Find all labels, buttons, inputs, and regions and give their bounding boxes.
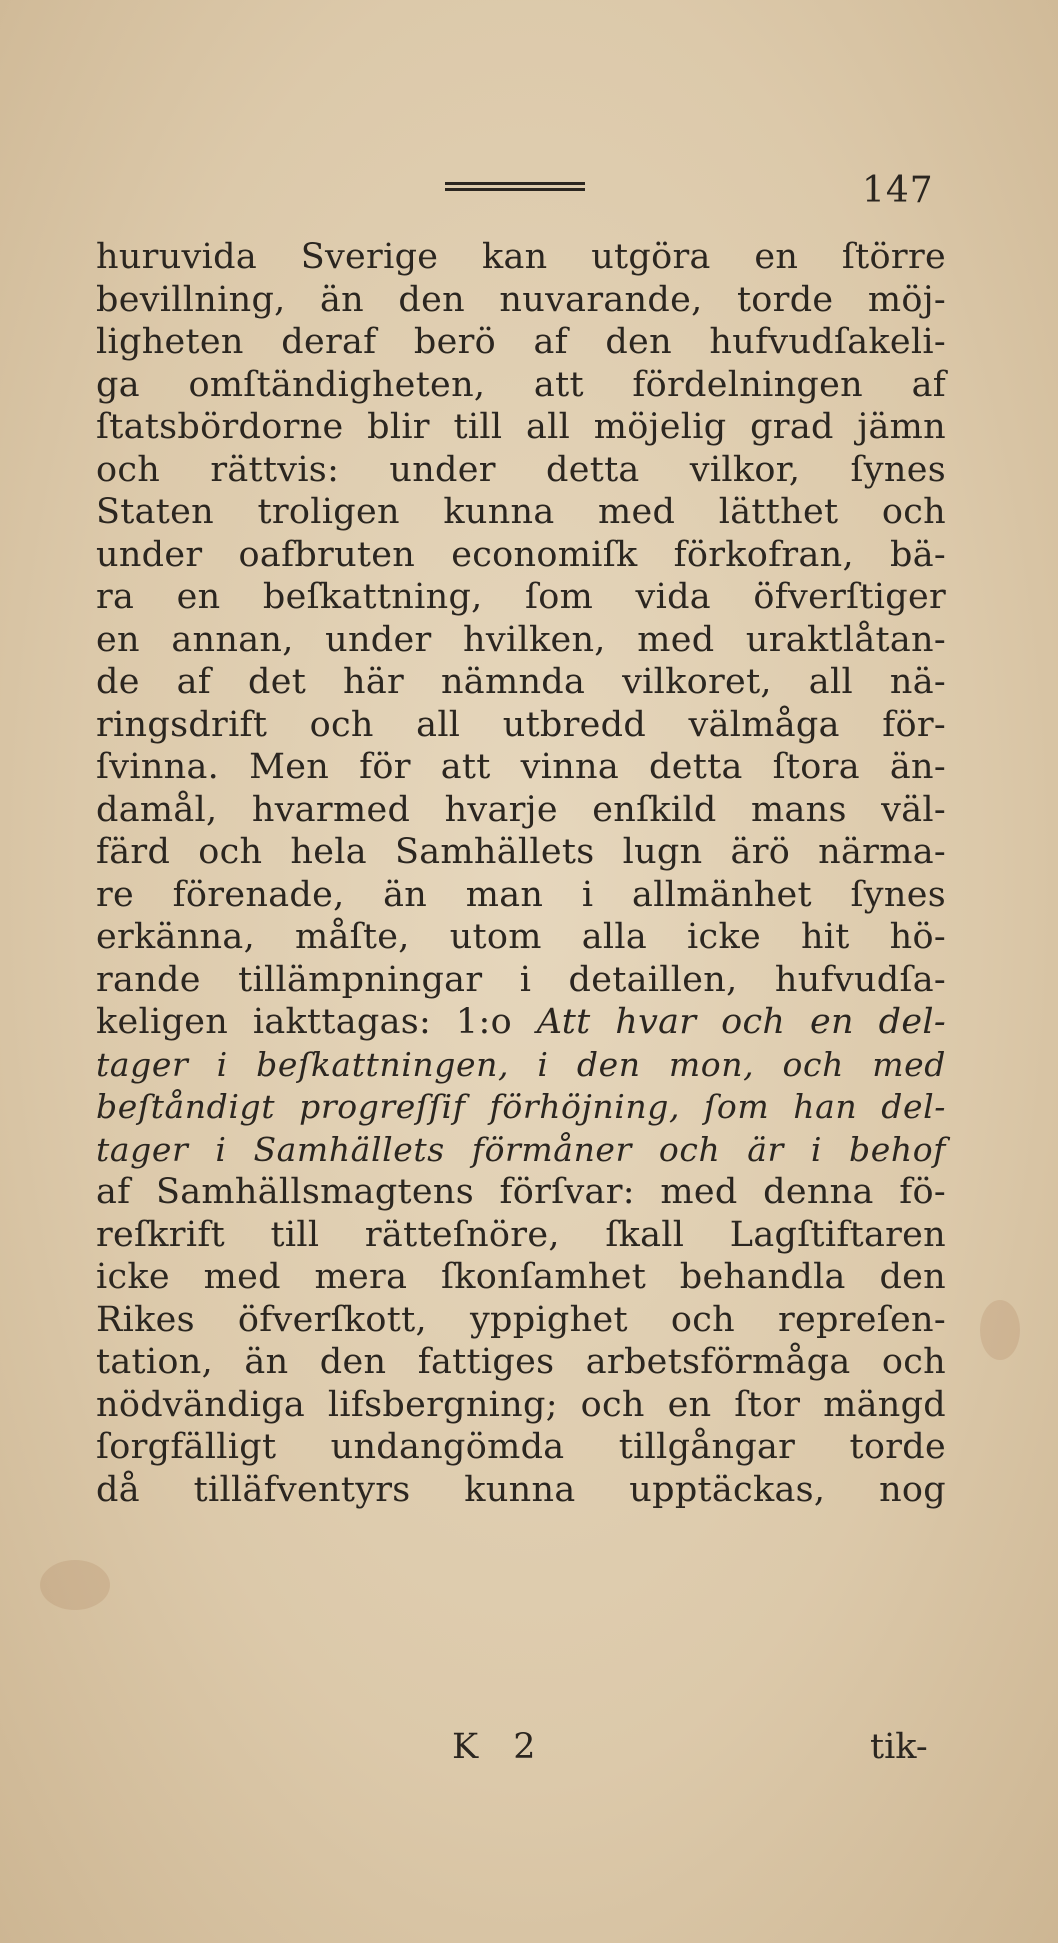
- text-line: tation, än den fattiges arbetsförmåga och: [96, 1342, 946, 1382]
- text-line: då tilläfventyrs kunna upptäckas, nog: [96, 1469, 946, 1510]
- text-line: nödvändiga lifsbergning; och en ſtor mängd: [96, 1384, 946, 1425]
- text-line: reſkrift till rätteſnöre, ſkall Lagſtiftaren: [96, 1214, 946, 1255]
- text-line: en annan, under hvilken, med uraktlåtan-: [96, 619, 946, 660]
- text-line-italic: beſtåndigt progreſſif förhöjning, ſom han del-: [96, 1087, 946, 1126]
- paper-stain: [40, 1560, 110, 1610]
- text-line: icke med mera ſkonſamhet behandla den: [96, 1257, 946, 1297]
- text-line: ſorgfälligt undangömda tillgångar torde: [96, 1427, 946, 1467]
- catchword: tik-: [870, 1727, 928, 1767]
- page-footer: [0, 1727, 1058, 1777]
- text-line: ringsdrift och all utbredd välmåga för-: [96, 704, 946, 745]
- paper-stain: [980, 1300, 1020, 1360]
- header-rule: [445, 182, 585, 194]
- text-line-italic: tager i Samhällets förmåner och är i behof: [96, 1129, 946, 1169]
- text-line: af Samhällsmagtens förſvar: med denna fö-: [96, 1172, 946, 1212]
- text-line: de af det här nämnda vilkoret, all nä-: [96, 662, 946, 702]
- text-line: Staten troligen kunna med lätthet och: [96, 492, 946, 532]
- text-line: färd och hela Samhällets lugn ärö närma-: [96, 832, 946, 872]
- text-line: ligheten deraf berö af den hufvudſakeli-: [96, 322, 946, 362]
- body-text: [96, 236, 946, 1511]
- text-line-italic: tager i beſkattningen, i den mon, och med: [96, 1044, 946, 1084]
- text-line: ra en beſkattning, ſom vida öfverſtiger: [96, 577, 946, 617]
- text-line: re förenade, än man i allmänhet ſynes: [96, 874, 946, 915]
- page-number: 147: [862, 170, 934, 211]
- signature-mark: K 2: [452, 1727, 548, 1767]
- page-header: [0, 170, 1058, 230]
- text-line: ſtatsbördorne blir till all möjelig grad jämn: [96, 407, 946, 447]
- text-line: ga omſtändigheten, att fördelningen af: [96, 364, 946, 405]
- text-line: keligen iakttagas: 1:o Att hvar och en del-: [96, 1002, 946, 1042]
- text-line: huruvida Sverige kan utgöra en ſtörre: [96, 237, 946, 277]
- text-line: ſvinna. Men för att vinna detta ſtora än-: [96, 747, 946, 787]
- text-line: damål, hvarmed hvarje enſkild mans väl-: [96, 789, 946, 830]
- text-line: och rättvis: under detta vilkor, ſynes: [96, 449, 946, 490]
- text-line: bevillning, än den nuvarande, torde möj-: [96, 279, 946, 320]
- text-line: under oafbruten economiſk förkofran, bä-: [96, 534, 946, 575]
- text-line: rande tillämpningar i detaillen, hufvudſa-: [96, 959, 946, 1000]
- text-line: Rikes öfverſkott, yppighet och repreſen-: [96, 1299, 946, 1340]
- text-line: erkänna, måſte, utom alla icke hit hö-: [96, 917, 946, 957]
